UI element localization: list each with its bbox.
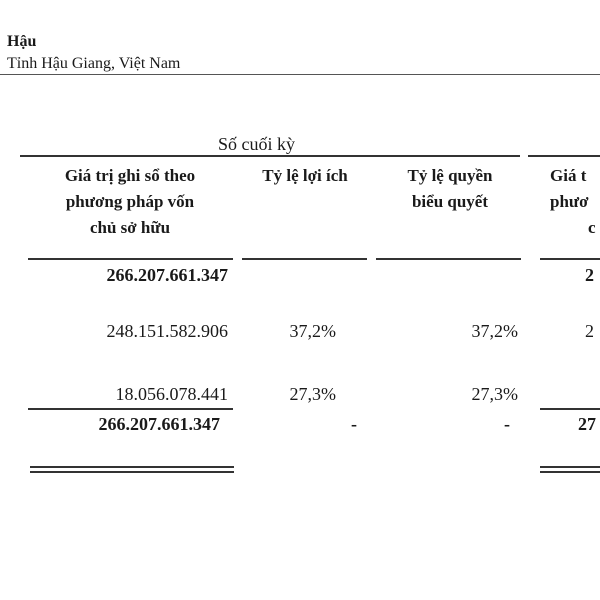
row-2-interest: 27,3%	[289, 384, 336, 404]
company-name: Hậu	[7, 33, 37, 50]
double-underline-top-right	[540, 466, 600, 468]
row-total-interest: -	[351, 414, 357, 434]
header-line: phươ	[550, 192, 589, 211]
row-1-carrying-value: 248.151.582.906	[106, 321, 228, 341]
column-header-carrying-value	[30, 163, 230, 241]
header-line: biểu quyết	[411, 192, 489, 211]
period-title-rule-right	[528, 155, 600, 157]
row-subtotal-carrying-value: 266.207.661.347	[106, 265, 228, 285]
header-bottom-rule	[376, 258, 521, 260]
header-bottom-rule	[540, 258, 600, 260]
row-2-carrying-value: 18.056.078.441	[115, 384, 228, 404]
company-address: Tỉnh Hậu Giang, Việt Nam	[7, 55, 181, 72]
row-total-voting: -	[504, 414, 510, 434]
row-total-partial: 27	[578, 414, 596, 434]
header-line: Tỷ lệ lợi ích	[262, 166, 348, 185]
row-subtotal-partial: 2	[585, 265, 594, 285]
double-underline-bottom	[30, 471, 234, 473]
row-1-partial: 2	[585, 321, 594, 341]
column-header-voting-ratio	[380, 163, 520, 215]
header-divider	[0, 74, 600, 75]
header-line: phương pháp vốn	[65, 192, 195, 211]
period-title: Số cuối kỳ	[218, 134, 296, 154]
double-underline-top	[30, 466, 234, 468]
row-1-voting: 37,2%	[471, 321, 518, 341]
row-1-interest: 37,2%	[289, 321, 336, 341]
total-top-rule-right	[540, 408, 600, 410]
header-line: Tỷ lệ quyền	[407, 166, 493, 185]
header-bottom-rule	[28, 258, 233, 260]
row-total-carrying-value: 266.207.661.347	[98, 414, 220, 434]
header-line: Giá t	[550, 166, 587, 185]
column-header-partial	[550, 163, 600, 241]
row-2-voting: 27,3%	[471, 384, 518, 404]
double-underline-bottom-right	[540, 471, 600, 473]
column-header-interest-ratio	[240, 163, 370, 189]
header-line: chủ sở hữu	[89, 218, 171, 237]
header-line: c	[588, 218, 596, 237]
period-title-rule	[20, 155, 520, 157]
header-line: Giá trị ghi sổ theo	[64, 166, 196, 185]
header-bottom-rule	[242, 258, 367, 260]
total-top-rule	[28, 408, 233, 410]
